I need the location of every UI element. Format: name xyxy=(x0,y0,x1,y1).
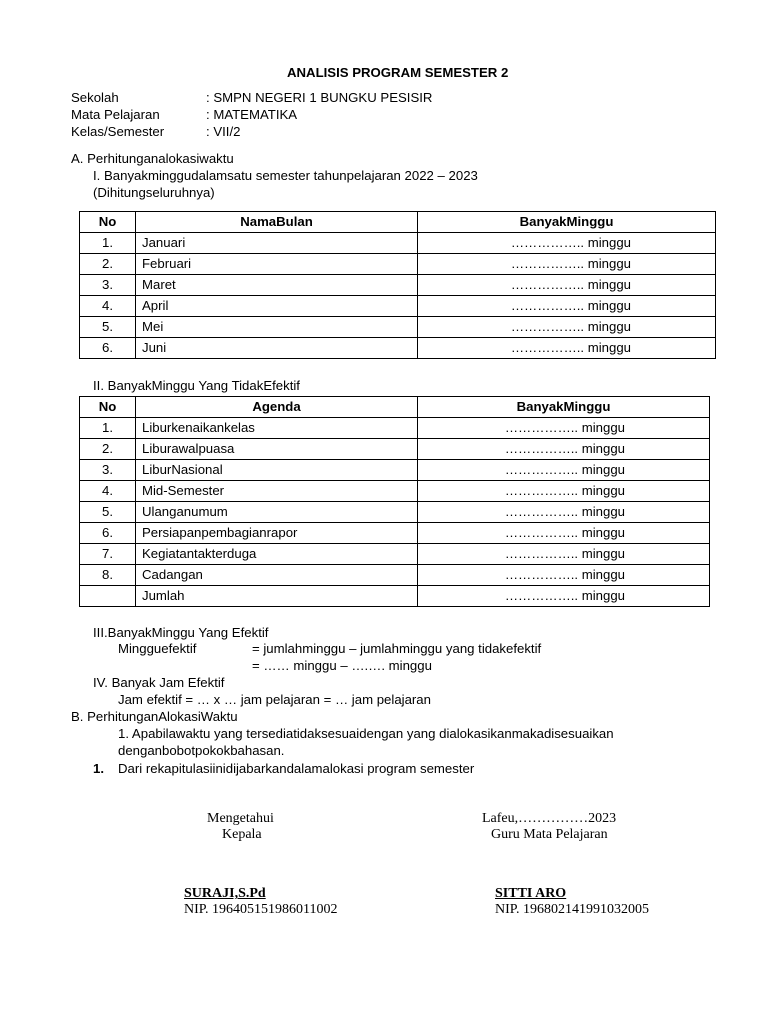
row-no xyxy=(80,586,136,607)
row-no: 4. xyxy=(80,481,136,502)
info-label-subject: Mata Pelajaran xyxy=(71,107,160,122)
table-header-row xyxy=(80,397,710,418)
table-total-row xyxy=(80,586,710,607)
row-no: 4. xyxy=(80,296,136,317)
signature-left-nip: NIP. 196405151986011002 xyxy=(184,902,338,917)
info-label-class: Kelas/Semester xyxy=(71,124,165,139)
table-row xyxy=(80,544,710,565)
column-header-weeks: BanyakMinggu xyxy=(418,212,716,233)
section-a-sub1: I. Banyakminggudalamsatu semester tahunpelajaran 2022 – 2023 xyxy=(93,168,478,183)
table-row xyxy=(80,254,716,275)
row-no: 7. xyxy=(80,544,136,565)
table-row xyxy=(80,338,716,359)
row-agenda: Ulanganumum xyxy=(136,502,418,523)
section-a-sub2: II. BanyakMinggu Yang TidakEfektif xyxy=(93,378,300,393)
column-header-no: No xyxy=(80,397,136,418)
column-header-no: No xyxy=(80,212,136,233)
signature-left-role: Kepala xyxy=(222,827,262,842)
info-value-school: : SMPN NEGERI 1 BUNGKU PESISIR xyxy=(206,90,433,105)
row-total-label: Jumlah xyxy=(136,586,418,607)
table-row xyxy=(80,418,710,439)
section-a-sub4: IV. Banyak Jam Efektif xyxy=(93,675,225,690)
table-header-row xyxy=(80,212,716,233)
row-weeks: …………….. minggu xyxy=(418,502,710,523)
row-no: 1. xyxy=(80,233,136,254)
effective-weeks-calculation: = …… minggu – ….…. minggu xyxy=(252,658,432,673)
row-weeks: …………….. minggu xyxy=(418,439,710,460)
row-no: 6. xyxy=(80,523,136,544)
table-row xyxy=(80,502,710,523)
row-agenda: Liburawalpuasa xyxy=(136,439,418,460)
signature-left-greeting: Mengetahui xyxy=(207,811,274,826)
row-agenda: Persiapanpembagianrapor xyxy=(136,523,418,544)
section-a-heading: A. Perhitunganalokasiwaktu xyxy=(71,151,234,166)
weeks-per-month-table xyxy=(79,211,716,359)
column-header-weeks: BanyakMinggu xyxy=(418,397,710,418)
table-row xyxy=(80,460,710,481)
table-row xyxy=(80,439,710,460)
row-no: 2. xyxy=(80,439,136,460)
effective-weeks-label: Mingguefektif xyxy=(118,641,197,656)
row-no: 5. xyxy=(80,317,136,338)
row-month: Januari xyxy=(136,233,418,254)
ineffective-weeks-table xyxy=(79,396,710,607)
table-row xyxy=(80,481,710,502)
effective-hours-formula: Jam efektif = … x … jam pelajaran = … jam pelajaran xyxy=(118,692,431,707)
row-weeks: …………….. minggu xyxy=(418,481,710,502)
row-no: 3. xyxy=(80,460,136,481)
row-month: Februari xyxy=(136,254,418,275)
row-month: April xyxy=(136,296,418,317)
signature-right-role: Guru Mata Pelajaran xyxy=(491,827,608,842)
row-weeks: …………….. minggu xyxy=(418,254,716,275)
signature-right-place-date: Lafeu,……………2023 xyxy=(482,811,617,826)
row-total-weeks: …………….. minggu xyxy=(418,586,710,607)
page-title: ANALISIS PROGRAM SEMESTER 2 xyxy=(287,65,509,80)
table-row xyxy=(80,296,716,317)
table-row xyxy=(80,275,716,296)
row-weeks: …………….. minggu xyxy=(418,275,716,296)
row-weeks: …………….. minggu xyxy=(418,460,710,481)
row-weeks: …………….. minggu xyxy=(418,544,710,565)
row-month: Juni xyxy=(136,338,418,359)
row-weeks: …………….. minggu xyxy=(418,296,716,317)
section-b-item1-line2: denganbobotpokokbahasan. xyxy=(118,743,285,758)
section-a-sub3: III.BanyakMinggu Yang Efektif xyxy=(93,625,269,640)
row-weeks: …………….. minggu xyxy=(418,523,710,544)
section-b-item2-text: Dari rekapitulasiinidijabarkandalamalokasi program semester xyxy=(118,761,475,776)
signature-right-nip: NIP. 196802141991032005 xyxy=(495,902,650,917)
signature-left-name: SURAJI,S.Pd xyxy=(184,886,266,901)
row-agenda: LiburNasional xyxy=(136,460,418,481)
row-weeks: …………….. minggu xyxy=(418,418,710,439)
row-no: 1. xyxy=(80,418,136,439)
column-header-agenda: Agenda xyxy=(136,397,418,418)
row-no: 8. xyxy=(80,565,136,586)
signature-right-name: SITTI ARO xyxy=(495,886,567,901)
row-weeks: …………….. minggu xyxy=(418,233,716,254)
effective-weeks-formula: = jumlahminggu – jumlahminggu yang tidakefektif xyxy=(252,641,542,656)
info-value-subject: : MATEMATIKA xyxy=(206,107,298,122)
row-agenda: Cadangan xyxy=(136,565,418,586)
info-label-school: Sekolah xyxy=(71,90,119,105)
column-header-month: NamaBulan xyxy=(136,212,418,233)
table-row xyxy=(80,317,716,338)
section-b-item2-number: 1. xyxy=(93,761,104,776)
row-no: 2. xyxy=(80,254,136,275)
row-month: Mei xyxy=(136,317,418,338)
table-row xyxy=(80,565,710,586)
table-row xyxy=(80,233,716,254)
row-weeks: …………….. minggu xyxy=(418,338,716,359)
row-month: Maret xyxy=(136,275,418,296)
section-b-heading: B. PerhitunganAlokasiWaktu xyxy=(71,709,238,724)
table-row xyxy=(80,523,710,544)
row-agenda: Liburkenaikankelas xyxy=(136,418,418,439)
row-weeks: …………….. minggu xyxy=(418,565,710,586)
info-value-class: : VII/2 xyxy=(206,124,241,139)
row-agenda: Mid-Semester xyxy=(136,481,418,502)
row-weeks: …………….. minggu xyxy=(418,317,716,338)
section-b-item1-line1: 1. Apabilawaktu yang tersediatidaksesuaidengan yang dialokasikanmakadisesuaikan xyxy=(118,726,614,741)
section-a-sub1-note: (Dihitungseluruhnya) xyxy=(93,185,215,200)
row-no: 6. xyxy=(80,338,136,359)
row-no: 3. xyxy=(80,275,136,296)
row-no: 5. xyxy=(80,502,136,523)
row-agenda: Kegiatantakterduga xyxy=(136,544,418,565)
